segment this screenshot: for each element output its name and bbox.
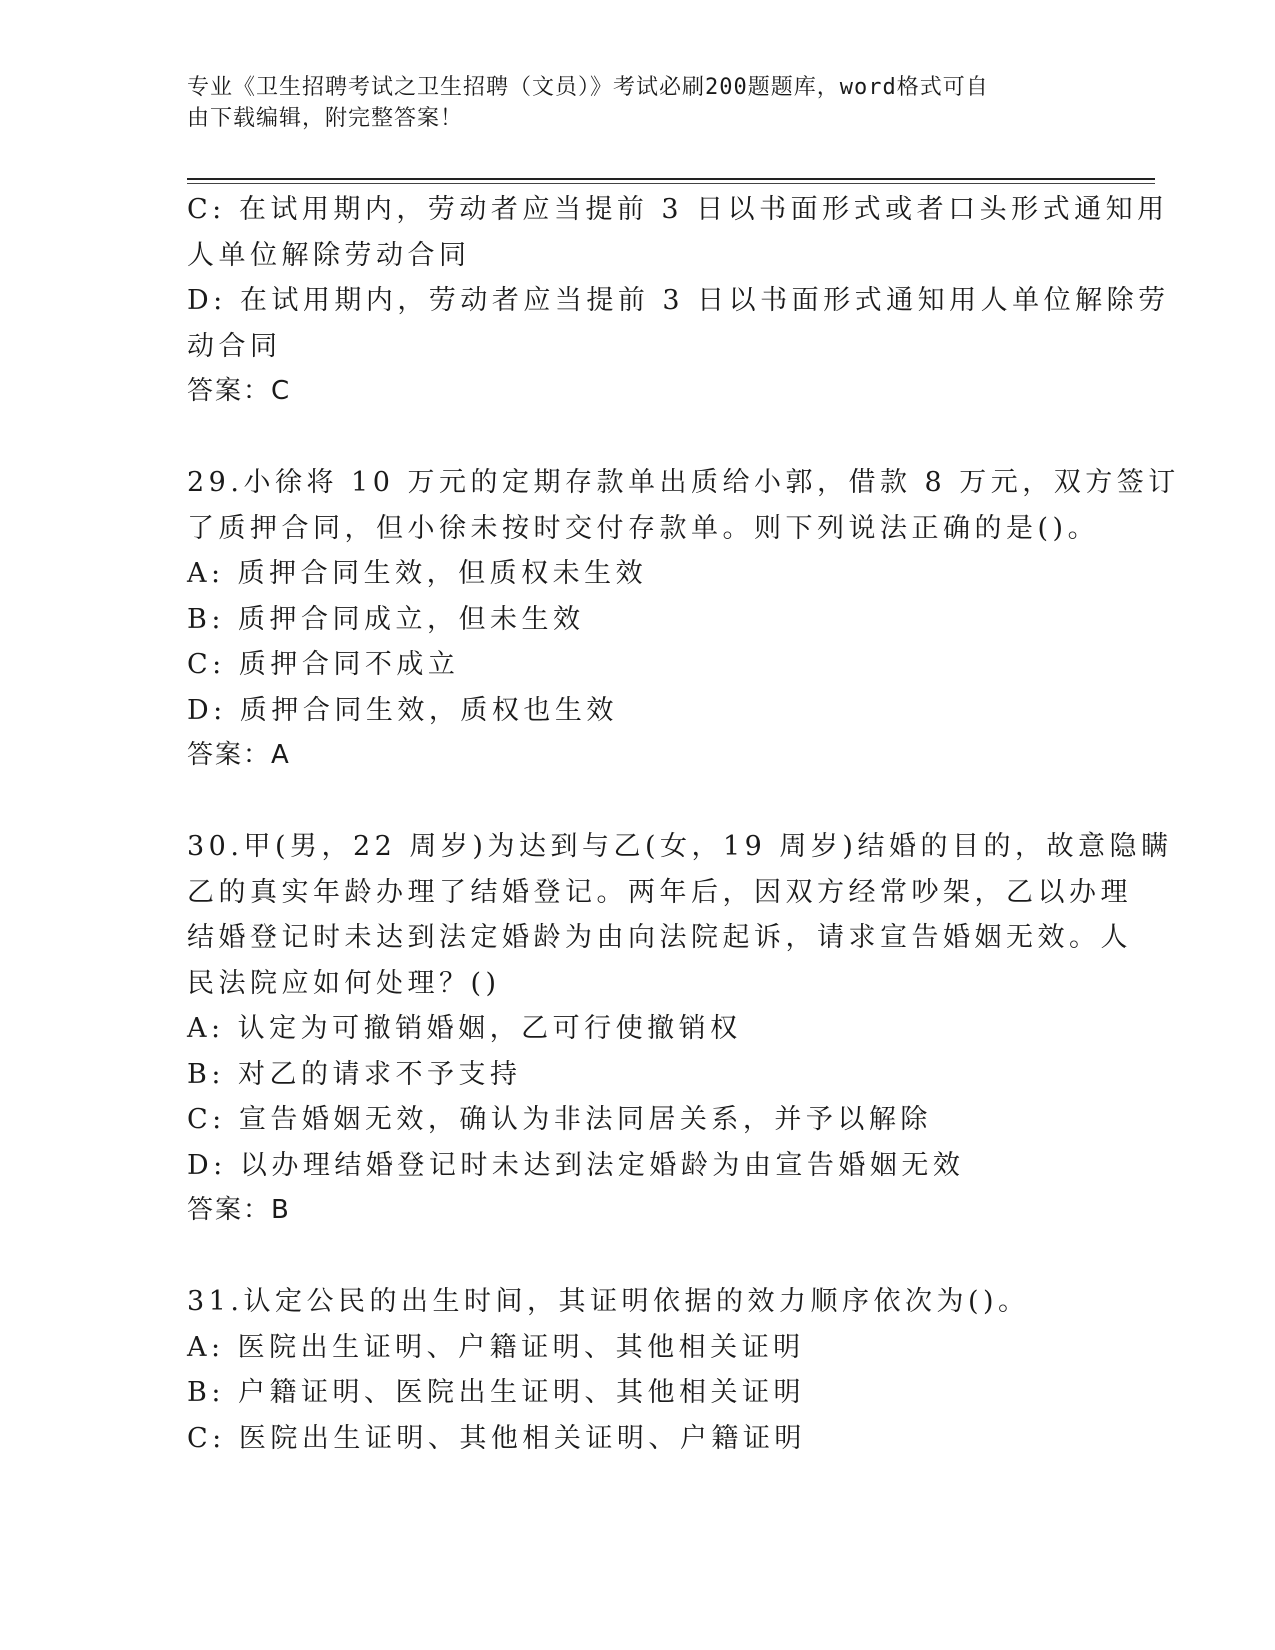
- option-c: C: 质押合同不成立: [187, 649, 460, 680]
- option-a: A: 认定为可撤销婚姻，乙可行使撤销权: [187, 1013, 742, 1044]
- option-c-line-2: 人单位解除劳动合同: [187, 239, 471, 271]
- option-a: A: 质押合同生效，但质权未生效: [187, 558, 648, 589]
- option-b: B: 质押合同成立，但未生效: [187, 603, 585, 635]
- question-stem-line-1: 30.甲(男，22 周岁)为达到与乙(女，19 周岁)结婚的目的，故意隐瞒: [187, 831, 1173, 862]
- option-b: B: 户籍证明、医院出生证明、其他相关证明: [187, 1377, 806, 1408]
- header-divider-thin: [187, 183, 1155, 184]
- spacer: [187, 779, 1087, 825]
- option-c-line-1: C: 在试用期内，劳动者应当提前 3 日以书面形式或者口头形式通知用: [187, 194, 1169, 225]
- answer: 答案：A: [187, 740, 291, 770]
- option-a: A: 医院出生证明、户籍证明、其他相关证明: [187, 1331, 805, 1363]
- question-body: [187, 187, 1180, 1461]
- option-d-line-2: 动合同: [187, 330, 282, 362]
- spacer: [187, 415, 1087, 461]
- question-stem-line-1: 31.认定公民的出生时间，其证明依据的效力顺序依次为()。: [187, 1286, 1030, 1317]
- header-line-2: 由下载编辑，附完整答案！: [187, 106, 464, 131]
- header-line-1: 专业《卫生招聘考试之卫生招聘（文员）》考试必刷200题题库，word格式可自: [187, 75, 989, 100]
- option-b: B: 对乙的请求不予支持: [187, 1058, 522, 1090]
- header-divider-thick: [187, 178, 1155, 180]
- option-d: D: 以办理结婚登记时未达到法定婚龄为由宣告婚姻无效: [187, 1149, 965, 1181]
- question-stem-line-3: 结婚登记时未达到法定婚龄为由向法院起诉，请求宣告婚姻无效。人: [187, 922, 1132, 953]
- question-stem-line-4: 民法院应如何处理？(): [187, 967, 501, 999]
- question-31: [187, 1279, 1087, 1461]
- option-d: D: 质押合同生效，质权也生效: [187, 694, 618, 726]
- question-stem-line-2: 了质押合同，但小徐未按时交付存款单。则下列说法正确的是()。: [187, 512, 1100, 544]
- question-30: [187, 824, 1173, 1234]
- question-29: [187, 460, 1180, 779]
- question-28: [187, 187, 1170, 415]
- document-header: [187, 72, 1067, 134]
- question-stem-line-2: 乙的真实年龄办理了结婚登记。两年后，因双方经常吵架，乙以办理: [187, 876, 1132, 908]
- option-c: C: 医院出生证明、其他相关证明、户籍证明: [187, 1422, 806, 1454]
- option-d-line-1: D: 在试用期内，劳动者应当提前 3 日以书面形式通知用人单位解除劳: [187, 285, 1170, 316]
- question-stem-line-1: 29.小徐将 10 万元的定期存款单出质给小郭，借款 8 万元，双方签订: [187, 467, 1180, 498]
- option-c: C: 宣告婚姻无效，确认为非法同居关系，并予以解除: [187, 1104, 932, 1135]
- answer: 答案：C: [187, 376, 292, 406]
- spacer: [187, 1234, 1087, 1280]
- answer: 答案：B: [187, 1195, 291, 1225]
